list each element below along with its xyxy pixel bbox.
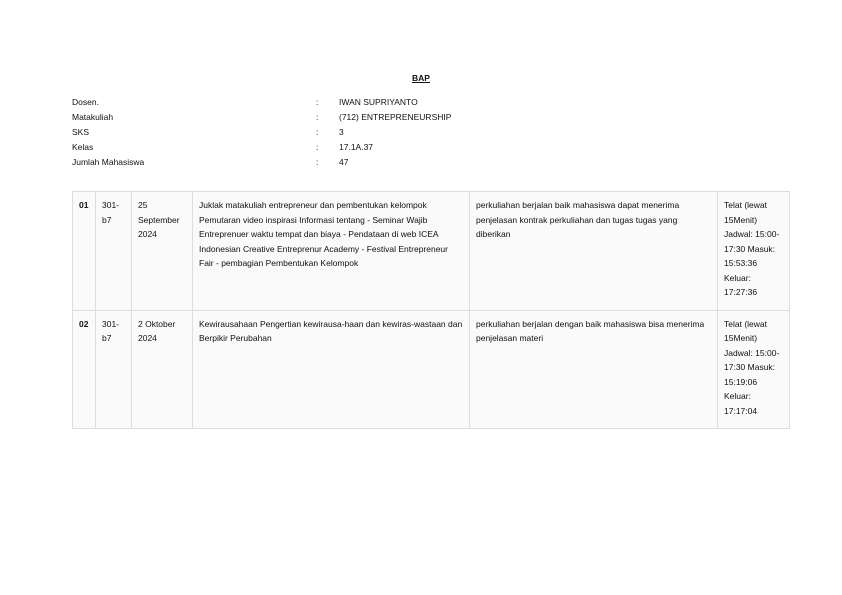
material-cell: Juklak matakuliah entrepreneur dan pembentukan kelompok Pemutaran video inspirasi Informasi tentang - Seminar Wajib Entreprenuer waktu tempat dan biaya - Pendataan di web ICEA Indonesian Creative Entreprenur Academy - Festival Entrepreneur Fair - pembagian Pembentukan Kelompok [193,192,470,311]
notes-cell: perkuliahan berjalan dengan baik mahasiswa bisa menerima penjelasan materi [470,310,718,429]
info-value: IWAN SUPRIYANTO [339,97,418,107]
info-value: 17.1A.37 [339,142,374,152]
date-cell: 25 September 2024 [132,192,193,311]
date-cell: 2 Oktober 2024 [132,310,193,429]
table-row [73,310,790,429]
info-label: Matakuliah [72,112,114,122]
meeting-number-cell: 01 [73,192,96,311]
room-cell: 301-b7 [96,310,132,429]
room-cell: 301-b7 [96,192,132,311]
info-label: Jumlah Mahasiswa [72,157,145,167]
meeting-number-cell: 02 [73,310,96,429]
info-colon: : [316,112,319,122]
info-label: SKS [72,127,90,137]
info-value: 47 [339,157,349,167]
info-colon: : [316,127,319,137]
notes-cell: perkuliahan berjalan baik mahasiswa dapat menerima penjelasan kontrak perkuliahan dan tugas tugas yang diberikan [470,192,718,311]
attendance-cell: Telat (lewat 15Menit) Jadwal: 15:00-17:30 Masuk: 15:53:36 Keluar: 17:27:36 [718,192,790,311]
info-colon: : [316,97,319,107]
info-label: Kelas [72,142,94,152]
material-cell: Kewirausahaan Pengertian kewirausa-haan dan kewiras-wastaan dan Berpikir Perubahan [193,310,470,429]
info-label: Dosen. [72,97,99,107]
info-value: 3 [339,127,344,137]
table-row [73,192,790,311]
info-colon: : [316,142,319,152]
document-title: BAP [412,73,430,83]
info-colon: : [316,157,319,167]
attendance-cell: Telat (lewat 15Menit) Jadwal: 15:00-17:30 Masuk: 15:19:06 Keluar: 17:17:04 [718,310,790,429]
info-value: (712) ENTREPRENEURSHIP [339,112,452,122]
meeting-log-table [72,191,790,429]
